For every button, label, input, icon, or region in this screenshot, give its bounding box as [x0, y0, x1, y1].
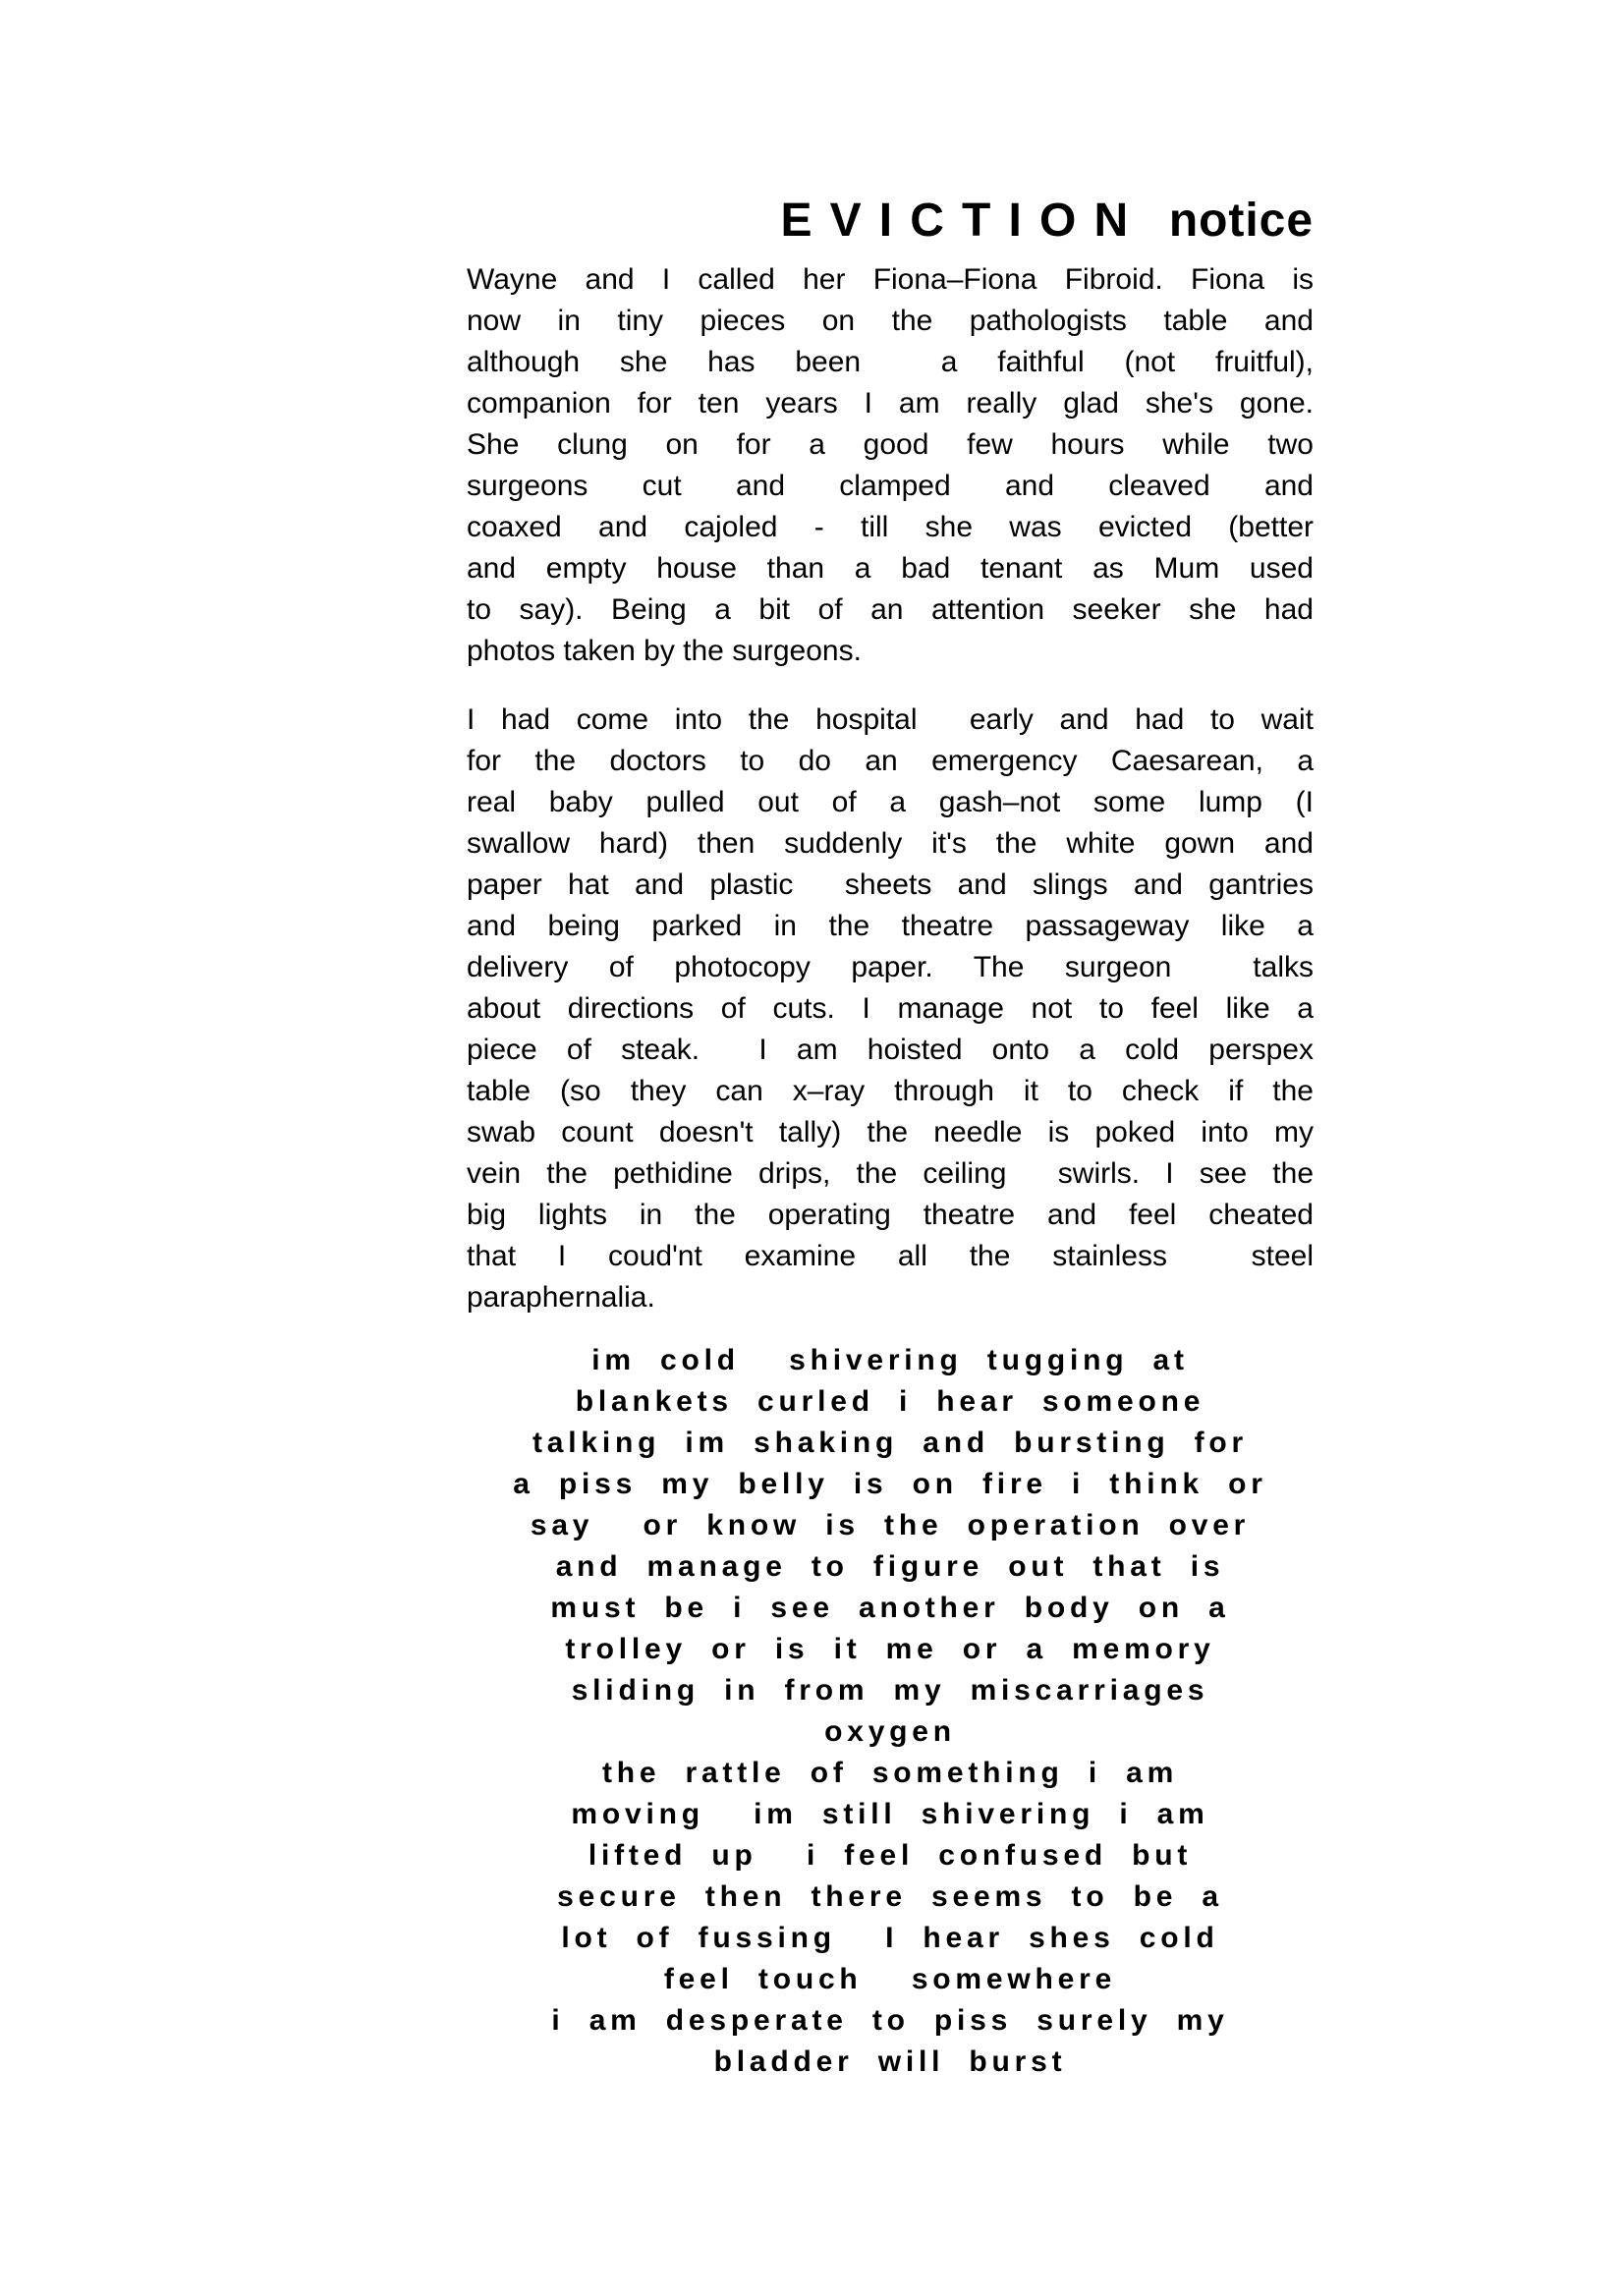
text-line: lifted up i feel confused but — [588, 1839, 1193, 1872]
text-line: companion for ten years I am really glad she's gone. — [467, 387, 1314, 420]
text-line: swab count doesn't tally) the needle is poked into my — [467, 1116, 1314, 1148]
text-line: surgeons cut and clamped and cleaved and — [467, 470, 1314, 502]
paragraph-2 — [467, 700, 1314, 1318]
text-line: to say). Being a bit of an attention seeker she had — [467, 593, 1314, 626]
text-line: piece of steak. I am hoisted onto a cold perspex — [467, 1034, 1314, 1066]
text-line: although she has been a faithful (not fruitful), — [467, 346, 1314, 378]
text-line: photos taken by the surgeons. — [467, 635, 862, 667]
text-line: blankets curled i hear someone — [575, 1385, 1205, 1418]
text-line: big lights in the operating theatre and feel cheated — [467, 1199, 1314, 1231]
text-line: the rattle of something i am — [601, 1757, 1179, 1789]
text-line: moving im still shivering i am — [571, 1798, 1209, 1830]
text-line: feel touch somewhere — [663, 1963, 1117, 1995]
text-line: now in tiny pieces on the pathologists table and — [467, 305, 1314, 337]
text-line: I had come into the hospital early and had to wait — [467, 703, 1314, 736]
text-line: and being parked in the theatre passageway like a — [467, 910, 1314, 942]
text-line: paper hat and plastic sheets and slings and gantries — [467, 868, 1314, 901]
text-line: lot of fussing I hear shes cold — [561, 1922, 1219, 1954]
text-line: sliding in from my miscarriages — [571, 1674, 1209, 1707]
paragraph-1 — [467, 259, 1314, 672]
text-line: for the doctors to do an emergency Caesarean, a — [467, 745, 1314, 777]
page-title — [467, 195, 1314, 248]
text-line: swallow hard) then suddenly it's the white gown and — [467, 827, 1314, 860]
title-sub: notice — [1168, 195, 1314, 247]
text-line: paraphernalia. — [467, 1281, 655, 1314]
text-line: talking im shaking and bursting for — [532, 1427, 1249, 1459]
text-line: and empty house than a bad tenant as Mum used — [467, 552, 1314, 585]
text-line: trolley or is it me or a memory — [565, 1633, 1215, 1665]
text-line: im cold shivering tugging at — [591, 1344, 1189, 1376]
text-line: secure then there seems to be a — [557, 1880, 1223, 1913]
text-line: table (so they can x–ray through it to check if the — [467, 1075, 1314, 1107]
text-line: about directions of cuts. I manage not to feel like a — [467, 992, 1314, 1025]
text-line: She clung on for a good few hours while two — [467, 428, 1314, 461]
text-line: and manage to figure out that is — [555, 1550, 1225, 1583]
text-line: that I coud'nt examine all the stainless steel — [467, 1240, 1314, 1272]
text-line: Wayne and I called her Fiona–Fiona Fibroid. Fiona is — [467, 263, 1314, 296]
title-main: E V I C T I O N — [780, 195, 1131, 247]
text-line: vein the pethidine drips, the ceiling swirls. I see the — [467, 1157, 1314, 1190]
text-line: must be i see another body on a — [550, 1592, 1230, 1624]
text-line: delivery of photocopy paper. The surgeon talks — [467, 951, 1314, 983]
text-line: coaxed and cajoled - till she was evicted (better — [467, 511, 1314, 543]
text-line: oxygen — [824, 1715, 956, 1748]
text-line: bladder will burst — [713, 2045, 1067, 2078]
poem-block — [467, 1340, 1314, 2083]
text-line: real baby pulled out of a gash–not some lump (I — [467, 786, 1314, 818]
text-line: a piss my belly is on fire i think or — [513, 1468, 1267, 1500]
text-column — [467, 195, 1314, 2083]
text-line: i am desperate to piss surely my — [551, 2004, 1229, 2037]
text-line: say or know is the operation over — [530, 1509, 1251, 1541]
